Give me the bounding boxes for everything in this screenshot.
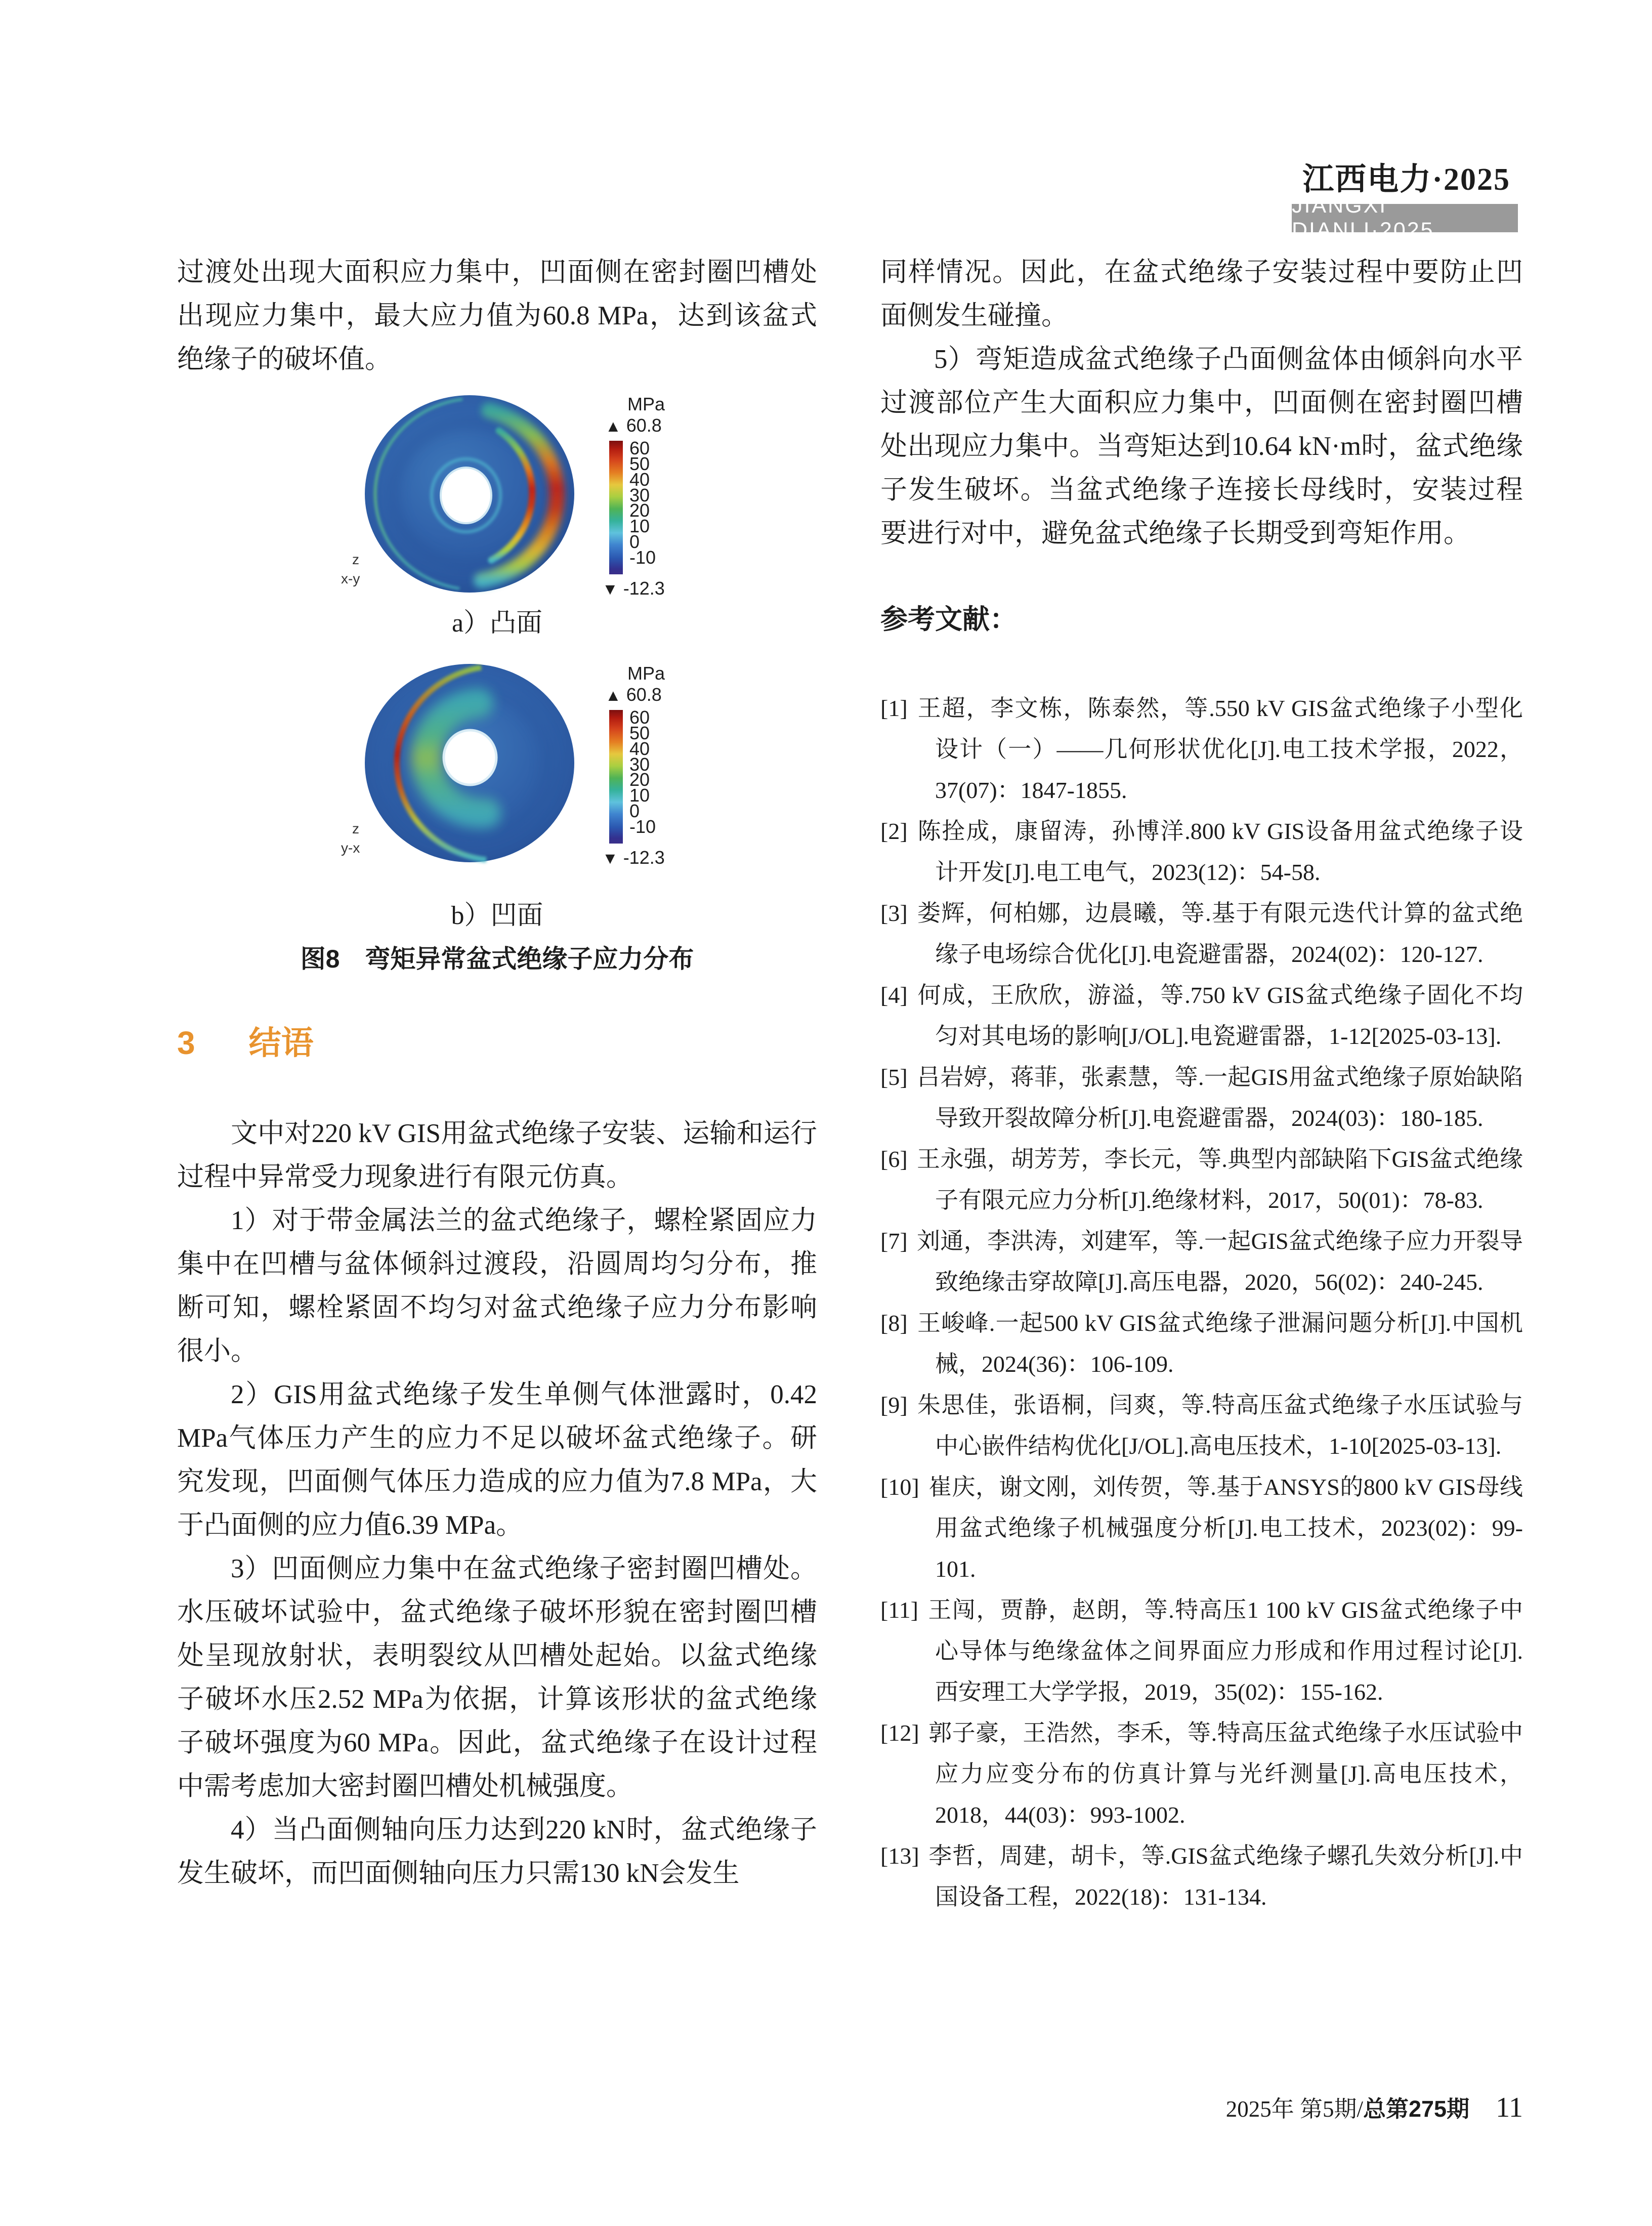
journal-title-en-banner [1292,193,1518,242]
section-heading-conclusion [177,1025,817,1061]
axis-z-label: z [352,552,359,567]
right-column [880,250,1523,1917]
colorbar-min: ▼ -12.3 [602,847,665,868]
colorbar-unit: MPa [627,394,665,414]
min-triangle-icon: ▼ [602,580,618,598]
disc-a-hole [441,468,491,523]
body-paragraph: 文中对220 kV GIS用盆式绝缘子安装、运输和运行过程中异常受力现象进行有限元仿真。 [177,1119,817,1192]
reference-item: [10] 崔庆，谢文刚，刘传贺，等.基于ANSYS的800 kV GIS母线用盆式绝缘子机械强度分析[J].电工技术，2023(02)：99-101. [880,1474,1523,1582]
reference-item: [3] 娄辉，何柏娜，边晨曦，等.基于有限元迭代计算的盆式绝缘子电场综合优化[J].电瓷避雷器，2024(02)：120-127. [880,900,1523,967]
colorbar-ticks: 60 50 40 30 20 10 0 -10 [629,707,656,837]
body-paragraph: 3）凹面侧应力集中在盆式绝缘子密封圈凹槽处。水压破坏试验中，盆式绝缘子破坏形貌在密封圈凹槽处呈现放射状，表明裂纹从凹槽处起始。以盆式绝缘子破坏水压2.52 MPa为依据，计算该形状的盆式绝缘子破坏强度为60 MPa。因此，盆式绝缘子在设计过程中需考虑加大密封圈凹槽处机械强度。 [177,1554,817,1801]
colorbar-max: ▲ 60.8 [605,684,662,705]
body-paragraph: 2）GIS用盆式绝缘子发生单侧气体泄露时，0.42 MPa气体压力产生的应力不足以破坏盆式绝缘子。研究发现，凹面侧气体压力造成的应力值为7.8 MPa，大于凸面侧的应力值6.39 MPa。 [177,1380,817,1540]
min-triangle-icon: ▼ [602,849,618,867]
figure-8 [177,394,817,974]
colorbar-ticks: 60 50 40 30 20 10 0 -10 [629,438,656,568]
reference-item: [7] 刘通，李洪涛，刘建军，等.一起GIS盆式绝缘子应力开裂导致绝缘击穿故障[J].高压电器，2020，56(02)：240-245. [880,1228,1523,1295]
reference-item: [4] 何成，王欣欣，游溢，等.750 kV GIS盆式绝缘子固化不均匀对其电场的影响[J/OL].电瓷避雷器，1-12[2025-03-13]. [880,982,1523,1049]
journal-title-year: ·2025 [1432,162,1510,197]
panel-a-caption: a）凸面 [451,609,543,638]
journal-title [1240,161,1510,198]
reference-item: [9] 朱思佳，张语桐，闫爽，等.特高压盆式绝缘子水压试验与中心嵌件结构优化[J/OL].高电压技术，1-10[2025-03-13]. [880,1392,1523,1459]
figure-panel-b [337,663,817,871]
axis-z-label: z [352,821,359,836]
colorbar-unit: MPa [627,663,665,684]
section-number: 3 [177,1025,195,1061]
figure-8-caption: 图8 弯矩异常盆式绝缘子应力分布 [300,945,694,973]
references-heading: 参考文献： [880,604,1017,635]
figure-panel-a [337,394,817,602]
page-number: 11 [1496,2092,1523,2123]
left-column [177,250,817,1895]
axis-plane-label: x-y [341,571,360,586]
body-paragraph: 1）对于带金属法兰的盆式绝缘子，螺栓紧固应力集中在凹槽与盆体倾斜过渡段，沿圆周均匀分布，推断可知，螺栓紧固不均匀对盆式绝缘子应力分布影响很小。 [177,1206,817,1366]
stress-plot-convex [337,394,580,597]
reference-item: [13] 李哲，周建，胡卡，等.GIS盆式绝缘子螺孔失效分析[J].中国设备工程，2022(18)：131-134. [880,1843,1523,1910]
reference-item: [8] 王峻峰.一起500 kV GIS盆式绝缘子泄漏问题分析[J].中国机械，2024(36)：106-109. [880,1310,1523,1377]
reference-item: [5] 吕岩婷，蒋菲，张素慧，等.一起GIS用盆式绝缘子原始缺陷导致开裂故障分析[J].电瓷避雷器，2024(03)：180-185. [880,1064,1523,1131]
colorbar-max: ▲ 60.8 [605,415,662,436]
colorbar-min: ▼ -12.3 [602,578,665,599]
reference-item: [6] 王永强，胡芳芳，李长元，等.典型内部缺陷下GIS盆式绝缘子有限元应力分析[J].绝缘材料，2017，50(01)：78-83. [880,1146,1523,1213]
reference-item: [1] 王超，李文栋，陈泰然，等.550 kV GIS盆式绝缘子小型化设计（一）——几何形状优化[J].电工技术学报，2022，37(07)：1847-1855. [880,695,1523,803]
body-paragraph: 同样情况。因此，在盆式绝缘子安装过程中要防止凹面侧发生碰撞。 [880,258,1523,330]
colorbar-gradient [609,710,623,844]
reference-item: [2] 陈拴成，康留涛，孙博洋.800 kV GIS设备用盆式绝缘子设计开发[J].电工电气，2023(12)：54-58. [880,818,1523,885]
disc-b-hole [444,730,496,785]
axis-plane-label: y-x [341,840,360,856]
stress-plot-concave [337,663,580,866]
issue-info: 2025年 第5期/ [1225,2096,1363,2122]
body-paragraph: 4）当凸面侧轴向压力达到220 kN时，盆式绝缘子发生破坏，而凹面侧轴向压力只需130 kN会发生 [177,1815,817,1888]
journal-title-zh: 江西电力 [1302,162,1432,197]
issue-total: 总第275期 [1363,2096,1470,2122]
stress-colorbar [600,394,686,602]
colorbar-gradient [609,441,623,574]
reference-item: [12] 郭子豪，王浩然，李禾，等.特高压盆式绝缘子水压试验中应力应变分布的仿真计算与光纤测量[J].高电压技术，2018，44(03)：993-1002. [880,1720,1523,1828]
panel-b-caption: b）凹面 [451,901,543,930]
section-title: 结语 [248,1025,314,1061]
max-triangle-icon: ▲ [605,417,621,435]
journal-title-en: JIANGXI DIANLI·2025 [1292,193,1434,242]
max-triangle-icon: ▲ [605,686,621,704]
conclusion-paragraphs [177,1112,817,1895]
body-paragraph: 5）弯矩造成盆式绝缘子凸面侧盆体由倾斜向水平过渡部位产生大面积应力集中，凹面侧在密封圈凹槽处出现应力集中。当弯矩达到10.64 kN·m时，盆式绝缘子发生破坏。当盆式绝缘子连接长母线时，安装过程要进行对中，避免盆式绝缘子长期受到弯矩作用。 [880,345,1523,548]
references-list [880,688,1523,1917]
page-footer [1063,2090,1523,2127]
stress-colorbar [600,663,686,871]
body-paragraph: 过渡处出现大面积应力集中，凹面侧在密封圈凹槽处出现应力集中，最大应力值为60.8 MPa，达到该盆式绝缘子的破坏值。 [177,258,817,374]
reference-item: [11] 王闯，贾静，赵朗，等.特高压1 100 kV GIS盆式绝缘子中心导体与绝缘盆体之间界面应力形成和作用过程讨论[J].西安理工大学学报，2019，35(02)：155-162. [880,1597,1523,1705]
